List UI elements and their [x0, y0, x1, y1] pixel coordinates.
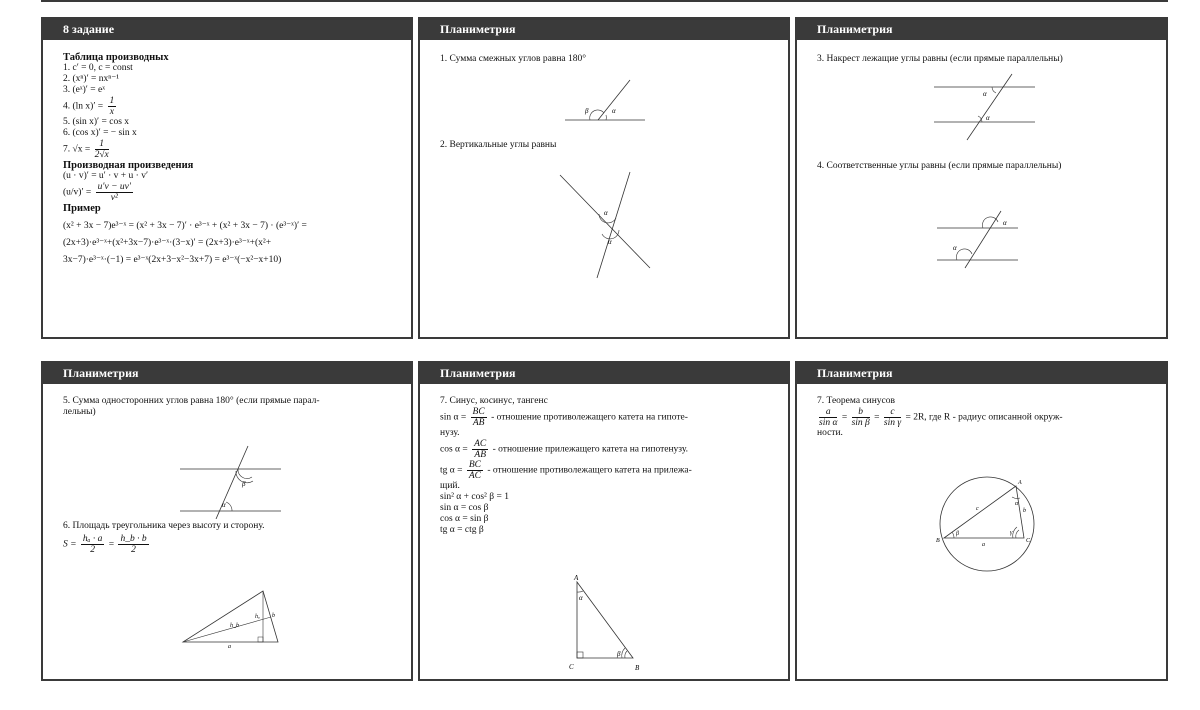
- fraction: [884, 407, 901, 428]
- card-body: [797, 384, 1166, 548]
- area-formula: [63, 534, 391, 555]
- derivative-3: 3. (eˣ)′ = eˣ: [63, 85, 105, 95]
- card-body: [797, 40, 1166, 252]
- area-pre: S =: [63, 539, 77, 550]
- item-7: 7. Синус, косинус, тангенс: [440, 396, 548, 406]
- numerator: hₐ · a: [82, 534, 103, 544]
- beta-label: β: [242, 480, 246, 488]
- top-rule: [41, 0, 1168, 2]
- card-title: Планиметрия: [797, 363, 1166, 384]
- numerator: b: [852, 407, 870, 418]
- example-heading: Пример: [63, 203, 101, 214]
- law-of-sines-tail: = 2R, где R - радиус описанной окруж-: [905, 412, 1063, 423]
- denominator: AC: [468, 471, 481, 481]
- denominator: v²: [110, 193, 118, 203]
- vertex-a-label: A: [574, 574, 579, 582]
- item-5-line-2: лельны): [63, 407, 96, 417]
- denominator: x: [109, 107, 115, 117]
- identity-2: sin α = cos β: [440, 503, 489, 513]
- vertex-b-label: B: [635, 664, 640, 672]
- numerator: h_b · b: [120, 534, 147, 544]
- law-of-sines: [817, 407, 1146, 428]
- side-a-label: a: [982, 542, 985, 548]
- card-body: [43, 40, 411, 269]
- alternate-angles-figure: [932, 72, 1037, 142]
- card-body: [43, 384, 411, 649]
- derivative-5: 5. (sin x)′ = cos x: [63, 117, 130, 127]
- denominator: sin α: [819, 418, 838, 428]
- derivative-7: [63, 139, 391, 160]
- card-body: [420, 40, 788, 246]
- card-planimetry-2: [795, 17, 1168, 339]
- tangent-text: - отношение противолежащего катета на прилежа-: [487, 465, 692, 476]
- law-of-sines-tail-cont: ности.: [817, 428, 843, 438]
- hb-label: h_b: [230, 623, 239, 629]
- derivative-7-pre: 7. √x =: [63, 144, 91, 155]
- vertical-angles-figure: [555, 170, 655, 280]
- co-interior-angles-figure: [178, 444, 283, 519]
- alpha-label-bottom: α: [986, 114, 990, 122]
- fraction: [472, 439, 488, 460]
- identity-4: tg α = ctg β: [440, 525, 484, 535]
- alpha-label: α: [1015, 501, 1019, 507]
- cosine-text: - отношение прилежащего катета на гипотенузу.: [492, 444, 689, 455]
- side-b-label: b: [1023, 508, 1026, 514]
- vertex-c-label: C: [569, 663, 574, 671]
- right-triangle-figure: [565, 574, 645, 674]
- cosine-pre: cos α =: [440, 444, 468, 455]
- numerator: c: [884, 407, 901, 418]
- card-title: Планиметрия: [43, 363, 411, 384]
- item-6: 6. Площадь треугольника через высоту и сторону.: [63, 521, 265, 531]
- sine-text-cont: нузу.: [440, 428, 460, 438]
- item-5-line-1: 5. Сумма односторонних углов равна 180° (если прямые парал-: [63, 396, 320, 406]
- fraction: [108, 96, 117, 117]
- example-line-2: (2x+3)·e³⁻ˣ+(x²+3x−7)·e³⁻ˣ·(3−x)′ = (2x+3)·e³⁻ˣ+(x²+: [63, 238, 272, 248]
- ha-label: hₐ: [255, 614, 260, 620]
- item-1: 1. Сумма смежных углов равна 180°: [440, 54, 587, 64]
- alpha-label-top: α: [983, 90, 987, 98]
- numerator: BC: [472, 407, 485, 417]
- tangent-text-cont: щий.: [440, 481, 460, 491]
- sine-pre: sin α =: [440, 412, 467, 423]
- denominator: sin β: [851, 418, 870, 428]
- fraction: [96, 182, 133, 203]
- numerator: AC: [474, 439, 487, 449]
- numerator: 1: [95, 139, 109, 150]
- table-heading: Таблица производных: [63, 52, 169, 63]
- card-title: 8 задание: [43, 19, 411, 40]
- fraction: [118, 534, 148, 555]
- gamma-label: γ: [1010, 530, 1013, 536]
- denominator: 2√x: [94, 150, 109, 160]
- alpha-label-bottom: α: [953, 244, 957, 252]
- fraction: [467, 460, 483, 481]
- vertex-c-label: C: [1026, 538, 1031, 544]
- fraction: [95, 139, 109, 160]
- card-body: [420, 384, 788, 672]
- identity-3: cos α = sin β: [440, 514, 489, 524]
- example-line-1: (x² + 3x − 7)e³⁻ˣ = (x² + 3x − 7)′ · e³⁻ˣ + (x² + 3x − 7) · (e³⁻ˣ)′ =: [63, 221, 307, 231]
- alpha-label-top: α: [604, 209, 608, 217]
- alpha-label-top: α: [1003, 219, 1007, 227]
- card-planimetry-5: [795, 361, 1168, 681]
- card-planimetry-4: [418, 361, 790, 681]
- product-heading: Производная произведения: [63, 160, 194, 171]
- numerator: BC: [468, 460, 481, 470]
- card-title: Планиметрия: [420, 363, 788, 384]
- alpha-label: α: [222, 501, 226, 509]
- numerator: 1: [109, 96, 115, 106]
- derivative-2: 2. (xⁿ)′ = nxⁿ⁻¹: [63, 74, 120, 84]
- alpha-label: α: [612, 107, 616, 115]
- card-title: Планиметрия: [797, 19, 1166, 40]
- vertex-a-label: A: [1018, 480, 1022, 486]
- identity-1: sin² α + cos² β = 1: [440, 492, 509, 502]
- quotient-pre: (u/v)′ =: [63, 187, 92, 198]
- card-derivatives: [41, 17, 413, 339]
- beta-label: β: [956, 531, 959, 537]
- denominator: sin γ: [883, 418, 902, 428]
- equals: =: [874, 412, 880, 423]
- denominator: AB: [474, 450, 486, 460]
- card-planimetry-1: [418, 17, 790, 339]
- fraction: [819, 407, 837, 428]
- derivative-6: 6. (cos x)′ = − sin x: [63, 128, 137, 138]
- sine-text: - отношение противолежащего катета на гипоте-: [491, 412, 688, 423]
- triangle-area-figure: [178, 587, 283, 649]
- equals: =: [108, 539, 115, 550]
- derivative-1: 1. c′ = 0, c = const: [63, 63, 133, 73]
- derivative-4: [63, 96, 391, 117]
- circumscribed-circle-figure: [932, 472, 1042, 577]
- alpha-label-bottom: α: [608, 238, 612, 246]
- product-rule: (u · v)′ = u′ · v + u · v′: [63, 171, 149, 181]
- b-label: b: [272, 613, 275, 619]
- vertex-b-label: B: [936, 538, 940, 544]
- corresponding-angles-figure: [935, 208, 1020, 270]
- denominator: 2: [90, 545, 95, 555]
- numerator: u′v − uv′: [97, 182, 131, 192]
- example-line-3: 3x−7)·e³⁻ˣ·(−1) = e³⁻ˣ(2x+3−x²−3x+7) = e³⁻ˣ(−x²−x+10): [63, 255, 282, 265]
- a-label: a: [228, 644, 231, 649]
- equals: =: [841, 412, 848, 423]
- sine-definition: [440, 407, 768, 428]
- card-title: Планиметрия: [420, 19, 788, 40]
- quotient-rule: [63, 182, 391, 203]
- numerator: a: [819, 407, 837, 418]
- side-c-label: c: [976, 506, 979, 512]
- item-7: 7. Теорема синусов: [817, 396, 895, 406]
- derivative-4-pre: 4. (ln x)′ =: [63, 101, 104, 112]
- denominator: AB: [472, 418, 485, 428]
- beta-label: β: [617, 650, 621, 658]
- item-3: 3. Накрест лежащие углы равны (если прямые параллельны): [817, 54, 1063, 64]
- fraction: [81, 534, 104, 555]
- fraction: [852, 407, 870, 428]
- item-2: 2. Вертикальные углы равны: [440, 140, 557, 150]
- item-4: 4. Соответственные углы равны (если прямые параллельны): [817, 161, 1062, 171]
- fraction: [471, 407, 487, 428]
- tangent-definition: [440, 460, 768, 481]
- tangent-pre: tg α =: [440, 465, 463, 476]
- denominator: 2: [131, 545, 136, 555]
- card-planimetry-3: [41, 361, 413, 681]
- adjacent-angles-figure: [560, 75, 650, 125]
- alpha-label: α: [579, 594, 583, 602]
- cosine-definition: [440, 439, 768, 460]
- beta-label: β: [585, 107, 589, 115]
